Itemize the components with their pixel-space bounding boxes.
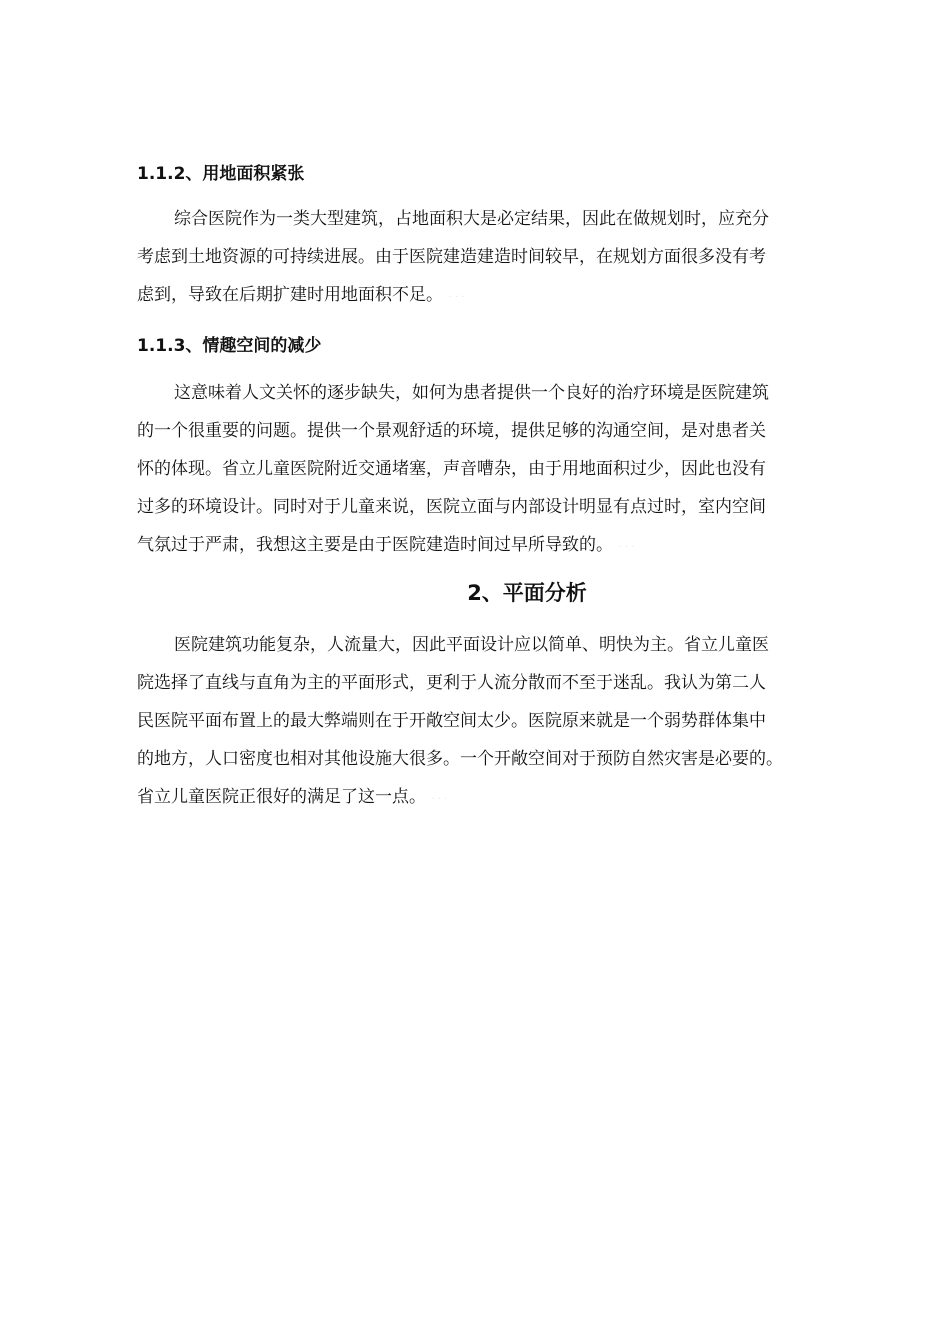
paragraph-land-area: [137, 200, 897, 314]
paragraph-line: 的地方，人口密度也相对其他设施大很多。一个开敞空间对于预防自然灾害是必要的。: [137, 749, 783, 769]
paragraph-line: 民医院平面布置上的最大弊端则在于开敞空间太少。医院原来就是一个弱势群体集中: [137, 711, 766, 731]
paragraph-plan-analysis: [137, 626, 897, 816]
section-heading-1-1-2: 1.1.2、用地面积紧张: [137, 164, 305, 184]
paragraph-line: 考虑到土地资源的可持续进展。由于医院建造建造时间较早，在规划方面很多没有考: [137, 247, 766, 267]
paragraph-line: 医院建筑功能复杂，人流量大，因此平面设计应以简单、明快为主。省立儿童医: [174, 635, 769, 655]
faint-watermark-mark: · · ·: [448, 292, 465, 303]
paragraph-line: 气氛过于严肃，我想这主要是由于医院建造时间过早所导致的。 · · ·: [137, 535, 635, 555]
section-heading-1-1-3: 1.1.3、情趣空间的减少: [137, 336, 322, 356]
paragraph-interest-space: [137, 374, 897, 564]
faint-watermark-mark: · · ·: [431, 794, 448, 805]
section-heading-2: 2、平面分析: [467, 581, 587, 605]
paragraph-line: 这意味着人文关怀的逐步缺失，如何为患者提供一个良好的治疗环境是医院建筑: [174, 383, 769, 403]
paragraph-line: 怀的体现。省立儿童医院附近交通堵塞，声音嘈杂，由于用地面积过少，因此也没有: [137, 459, 766, 479]
faint-watermark-mark: · · ·: [618, 542, 635, 553]
paragraph-line: 过多的环境设计。同时对于儿童来说，医院立面与内部设计明显有点过时，室内空间: [137, 497, 766, 517]
paragraph-line: 虑到，导致在后期扩建时用地面积不足。 · · ·: [137, 285, 465, 305]
paragraph-line: 的一个很重要的问题。提供一个景观舒适的环境，提供足够的沟通空间，是对患者关: [137, 421, 766, 441]
paragraph-line: 综合医院作为一类大型建筑，占地面积大是必定结果，因此在做规划时，应充分: [174, 209, 769, 229]
paragraph-line: 省立儿童医院正很好的满足了这一点。 · · ·: [137, 787, 448, 807]
paragraph-line: 院选择了直线与直角为主的平面形式，更利于人流分散而不至于迷乱。我认为第二人: [137, 673, 766, 693]
